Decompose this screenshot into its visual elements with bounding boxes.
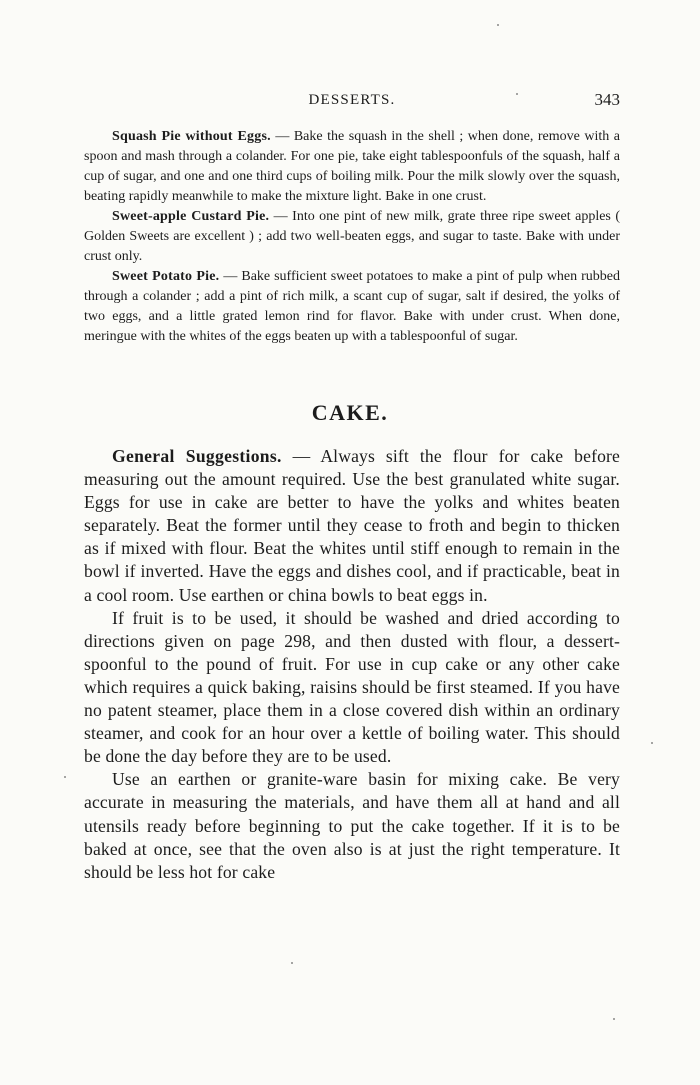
recipe-heading: Sweet-apple Custard Pie.	[112, 209, 270, 224]
section-lead-dash: —	[281, 446, 321, 466]
section-title: CAKE.	[311, 400, 389, 425]
recipe-text: Bake the squash in the shell ; when done, remove with a spoon and mash through a colander. For one pie, take eight tablespoonfuls of the squash, half a cup of sugar, and one and one third cups of boiling milk. Pour the milk slowly over the squash, beating rapidly meanwhile to make the mixture light. Bake in one crust.	[84, 129, 620, 204]
recipe-text: Bake sufficient sweet potatoes to make a pint of pulp when rubbed through a colander ; add a pint of rich milk, a scant cup of sugar, salt if desired, the yolks of two eggs, and a little grated lemon rind for flavor. Bake with under crust. When done, meringue with the whites of the eggs beaten up with a tablespoonful of sugar.	[84, 269, 621, 344]
recipe-dash: —	[269, 209, 293, 224]
recipe-dash: —	[219, 269, 242, 284]
paragraph-text: Always sift the flour for cake before measuring out the amount required. Use the best granulated white sugar. Eggs for use in cake are better to have the yolks and whites beaten separately. Beat the former until they cease to froth and begin to thicken as if mixed with flour. Beat the whites until stiff enough to remain in the bowl if inverted. Have the eggs and dishes cool, and if practicable, beat in a cool room. Use earthen or china bowls to beat eggs in.	[84, 446, 620, 605]
recipe-squash-pie	[84, 127, 620, 207]
recipe-dash: —	[270, 129, 294, 144]
paragraph	[84, 768, 620, 883]
recipe-sweet-potato-pie	[84, 267, 620, 347]
running-head	[84, 90, 620, 112]
recipe-sweet-apple-custard-pie	[84, 207, 620, 267]
paragraph	[84, 607, 620, 769]
paragraph	[84, 445, 620, 607]
paragraph-text: If fruit is to be used, it should be washed and dried according to directions given on page 298, and then dusted with flour, a dessert-spoonful to the pound of fruit. For use in cup cake or any other cake which requires a quick baking, raisins should be first steamed. If you have no patent steamer, place them in a close covered dish within an ordinary steamer, and cook for an hour over a kettle of boiling water. This should be done the day before they are to be used.	[84, 607, 620, 767]
page-number: 343	[594, 90, 620, 109]
paragraph-text: Use an earthen or granite-ware basin for mixing cake. Be very accurate in measuring the materials, and have them all at hand and all utensils ready before beginning to put the cake together. If it is to be baked at once, see that the oven also is at just the right temperature. It should be less hot for cake	[84, 769, 620, 882]
cake-suggestions	[84, 445, 620, 884]
chapter-title: DESSERTS.	[308, 92, 396, 108]
section-lead-heading: General Suggestions.	[112, 446, 282, 466]
pie-recipes	[84, 127, 620, 347]
recipe-heading: Squash Pie without Eggs.	[112, 129, 271, 144]
recipe-text: Into one pint of new milk, grate three ripe sweet apples ( Golden Sweets are excellent ) ; add two well-beaten eggs, and sugar to taste. Bake with under crust only.	[84, 209, 620, 264]
recipe-heading: Sweet Potato Pie.	[112, 269, 220, 284]
